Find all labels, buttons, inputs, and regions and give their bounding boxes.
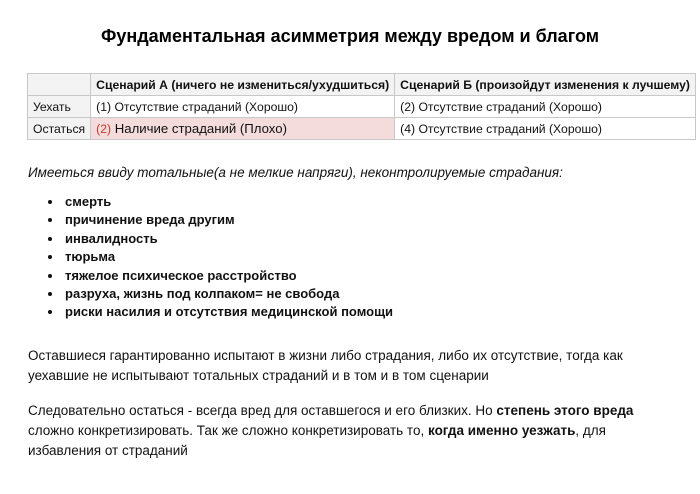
row-label-leave: Уехать [28,96,91,118]
harms-list [28,193,393,322]
conclusion-text-1: Следовательно остаться - всегда вред для оставшегося и его близких. Но [28,403,497,418]
cell-stay-a-num: (2) [96,122,112,136]
paragraph-guarantee: Оставшиеся гарантированно испытают в жизни либо страдания, либо их отсутствие, тогда как уехавшие не испытывают тотальных страданий и в том и в том сценарии [28,348,623,383]
cell-stay-a-text: Наличие страданий (Плохо) [114,121,287,136]
list-item: • смерть [63,193,393,211]
table-row-leave [28,96,696,118]
conclusion-text-3: , для избавления от страданий [28,423,606,458]
conclusion-bold-1: степень этого вреда [496,403,634,418]
list-item: • тюрьма [63,248,393,266]
cell-leave-a-text: Отсутствие страданий (Хорошо) [114,99,298,114]
cell-stay-b: (4) Отсутствие страданий (Хорошо) [395,118,696,140]
list-item: • тяжелое психическое расстройство [63,267,393,285]
scenario-table [27,73,696,140]
cell-stay-a-highlighted [91,118,395,140]
table-header-row [28,74,696,96]
header-scenario-b: Сценарий Б (произойдут изменения к лучшему) [395,74,696,96]
cell-leave-a-num: (1) [96,99,112,114]
paragraph-conclusion [28,401,678,461]
lead-text: Имееться ввиду тотальные(а не мелкие напряги), неконтролируемые страдания: [28,165,563,180]
table-row-stay [28,118,696,140]
list-item: • причинение вреда другим [63,211,393,229]
header-scenario-a: Сценарий А (ничего не измениться/ухудшиться) [91,74,395,96]
list-item: • инвалидность [63,230,393,248]
cell-leave-a [91,96,395,118]
conclusion-bold-2: когда именно уезжать [427,423,576,438]
cell-leave-b: (2) Отсутствие страданий (Хорошо) [395,96,696,118]
page-title: Фундаментальная асимметрия между вредом и благом [100,26,600,46]
row-label-stay: Остаться [28,118,91,140]
table-corner-cell [28,74,91,96]
list-item: • риски насилия и отсутствия медицинской помощи [63,303,393,321]
conclusion-text-2: сложно конкретизировать. Так же сложно конкретизировать то, [28,423,428,438]
list-item: • разруха, жизнь под колпаком= не свобода [63,285,393,303]
